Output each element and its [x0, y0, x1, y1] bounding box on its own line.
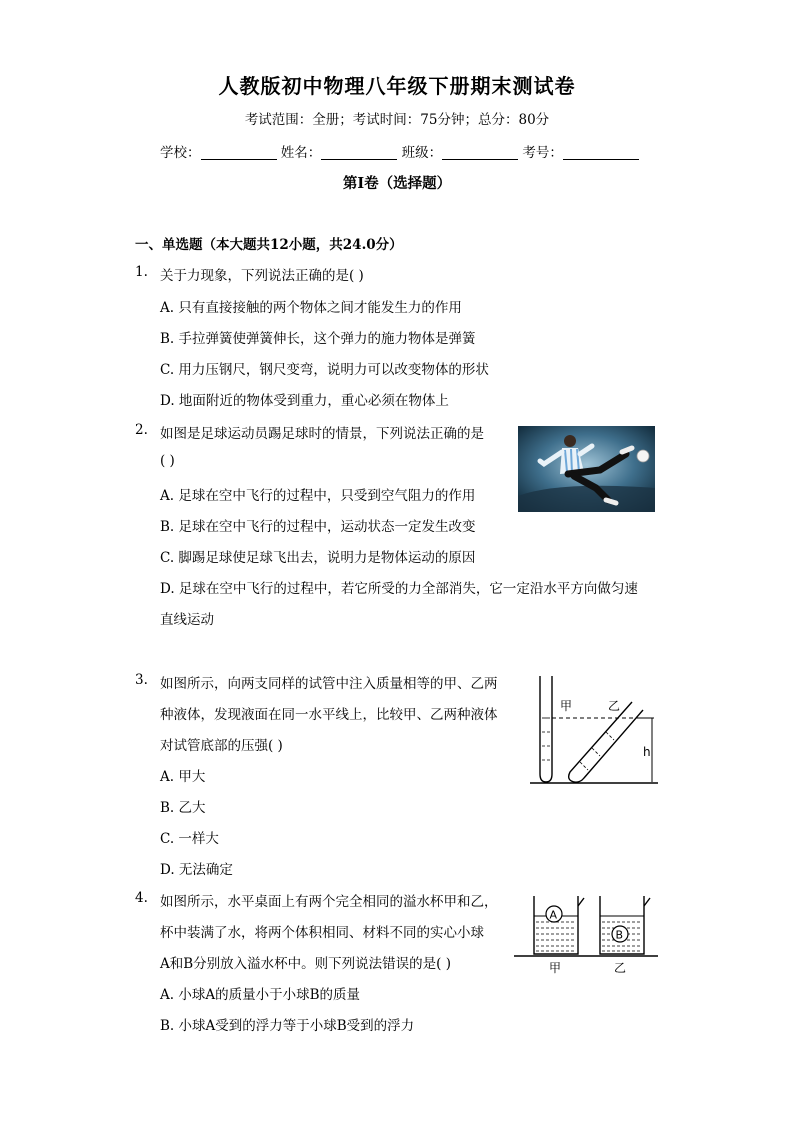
question-stem: 关于力现象，下列说法正确的是( )	[160, 268, 364, 284]
question-number: 1.	[135, 264, 148, 280]
question-number: 4.	[135, 890, 148, 906]
number-label: 考号：	[522, 145, 563, 161]
name-label: 姓名：	[280, 145, 322, 161]
question-stem-cont: ( )	[160, 453, 175, 469]
school-blank	[201, 145, 277, 160]
question-number: 2.	[135, 422, 148, 438]
option-a: A. 足球在空中飞行的过程中，只受到空气阻力的作用	[160, 488, 476, 504]
ball-b-label: B	[615, 928, 624, 942]
label-jia: 甲	[560, 699, 573, 713]
exam-subtitle: 考试范围：全册；考试时间：75分钟；总分：80分	[244, 112, 550, 128]
option-d: D. 足球在空中飞行的过程中，若它所受的力全部消失，它一定沿水平方向做匀速	[160, 581, 638, 597]
question-stem-cont: A和B分别放入溢水杯中。则下列说法错误的是( )	[160, 956, 451, 972]
option-d-cont: 直线运动	[160, 612, 214, 628]
section-heading: 一、单选题（本大题共12小题，共24.0分）	[135, 237, 403, 253]
number-blank	[563, 145, 639, 160]
label-yi: 乙	[608, 699, 621, 713]
option-d: D. 地面附近的物体受到重力，重心必须在物体上	[160, 393, 449, 409]
option-b: B. 手拉弹簧使弹簧伸长，这个弹力的施力物体是弹簧	[160, 331, 476, 347]
overflow-cups-diagram	[510, 888, 660, 980]
volume-heading: 第I卷（选择题）	[342, 175, 452, 192]
question-stem: 如图所示，水平桌面上有两个完全相同的溢水杯甲和乙，	[160, 894, 498, 910]
question-stem-cont: 对试管底部的压强( )	[160, 738, 283, 754]
cup-yi-label: 乙	[614, 961, 627, 975]
exam-title: 人教版初中物理八年级下册期末测试卷	[218, 74, 576, 98]
school-label: 学校：	[160, 145, 201, 161]
class-label: 班级：	[401, 145, 443, 161]
cup-jia-label: 甲	[549, 961, 562, 975]
option-a: A. 小球A的质量小于小球B的质量	[160, 987, 361, 1003]
option-d: D. 无法确定	[160, 862, 233, 878]
test-tubes-diagram	[528, 672, 660, 790]
label-h: h	[643, 745, 651, 759]
option-c: C. 脚踢足球使足球飞出去，说明力是物体运动的原因	[160, 550, 476, 566]
option-c: C. 一样大	[160, 831, 219, 847]
question-number: 3.	[135, 672, 148, 688]
student-info-line	[160, 141, 639, 161]
option-c: C. 用力压钢尺，钢尺变弯，说明力可以改变物体的形状	[160, 362, 489, 378]
option-b: B. 小球A受到的浮力等于小球B受到的浮力	[160, 1018, 415, 1034]
option-a: A. 甲大	[160, 769, 206, 785]
name-blank	[321, 145, 397, 160]
question-stem-cont: 种液体，发现液面在同一水平线上，比较甲、乙两种液体	[160, 707, 498, 723]
question-stem: 如图是足球运动员踢足球时的情景，下列说法正确的是	[160, 426, 484, 442]
option-b: B. 乙大	[160, 800, 206, 816]
option-a: A. 只有直接接触的两个物体之间才能发生力的作用	[160, 300, 462, 316]
soccer-player-photo	[518, 426, 655, 512]
question-stem-cont: 杯中装满了水，将两个体积相同、材料不同的实心小球	[160, 925, 484, 941]
question-stem: 如图所示，向两支同样的试管中注入质量相等的甲、乙两	[160, 676, 498, 692]
option-b: B. 足球在空中飞行的过程中，运动状态一定发生改变	[160, 519, 476, 535]
class-blank	[442, 145, 518, 160]
ball-a-label: A	[549, 908, 558, 922]
